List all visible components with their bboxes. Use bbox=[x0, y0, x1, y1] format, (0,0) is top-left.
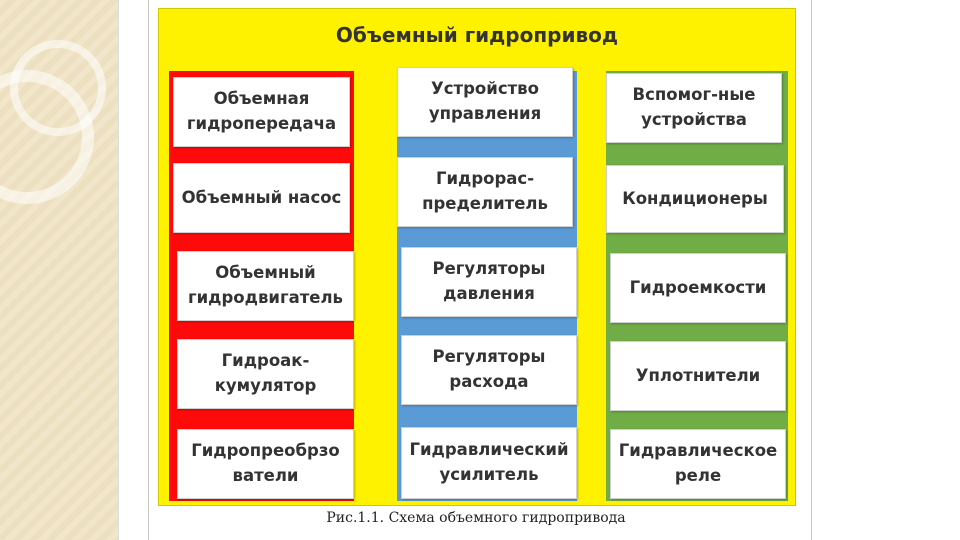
figure-caption: Рис.1.1. Схема объемного гидропривода bbox=[326, 510, 626, 526]
box-converters: Гидропреобрзо ватели bbox=[177, 429, 354, 499]
box-hydraulic-amplifier: Гидравлический усилитель bbox=[401, 427, 577, 499]
box-conditioners: Кондиционеры bbox=[606, 165, 784, 233]
box-volumetric-pump: Объемный насос bbox=[173, 163, 350, 233]
column-control bbox=[397, 71, 577, 501]
box-control-device: Устройство управления bbox=[397, 67, 573, 137]
box-volumetric-motor: Объемный гидродвигатель bbox=[177, 251, 354, 321]
decorative-ring bbox=[10, 40, 106, 136]
box-seals: Уплотнители bbox=[610, 341, 786, 411]
box-accumulator: Гидроак-кумулятор bbox=[177, 339, 354, 409]
column-primary bbox=[169, 71, 354, 501]
box-distributor: Гидрорас-пределитель bbox=[397, 157, 573, 227]
box-volumetric-transmission: Объемная гидропередача bbox=[173, 77, 350, 147]
box-flow-regulators: Регуляторы расхода bbox=[401, 335, 577, 405]
box-auxiliary-devices: Вспомог-ные устройства bbox=[606, 73, 782, 143]
column-auxiliary bbox=[606, 71, 788, 501]
decorative-side-panel bbox=[0, 0, 119, 540]
diagram-title: Объемный гидропривод bbox=[335, 23, 619, 47]
box-tanks: Гидроемкости bbox=[610, 253, 786, 323]
box-hydraulic-relay: Гидравлическое реле bbox=[610, 429, 786, 499]
box-pressure-regulators: Регуляторы давления bbox=[401, 247, 577, 317]
diagram-frame bbox=[158, 8, 796, 506]
